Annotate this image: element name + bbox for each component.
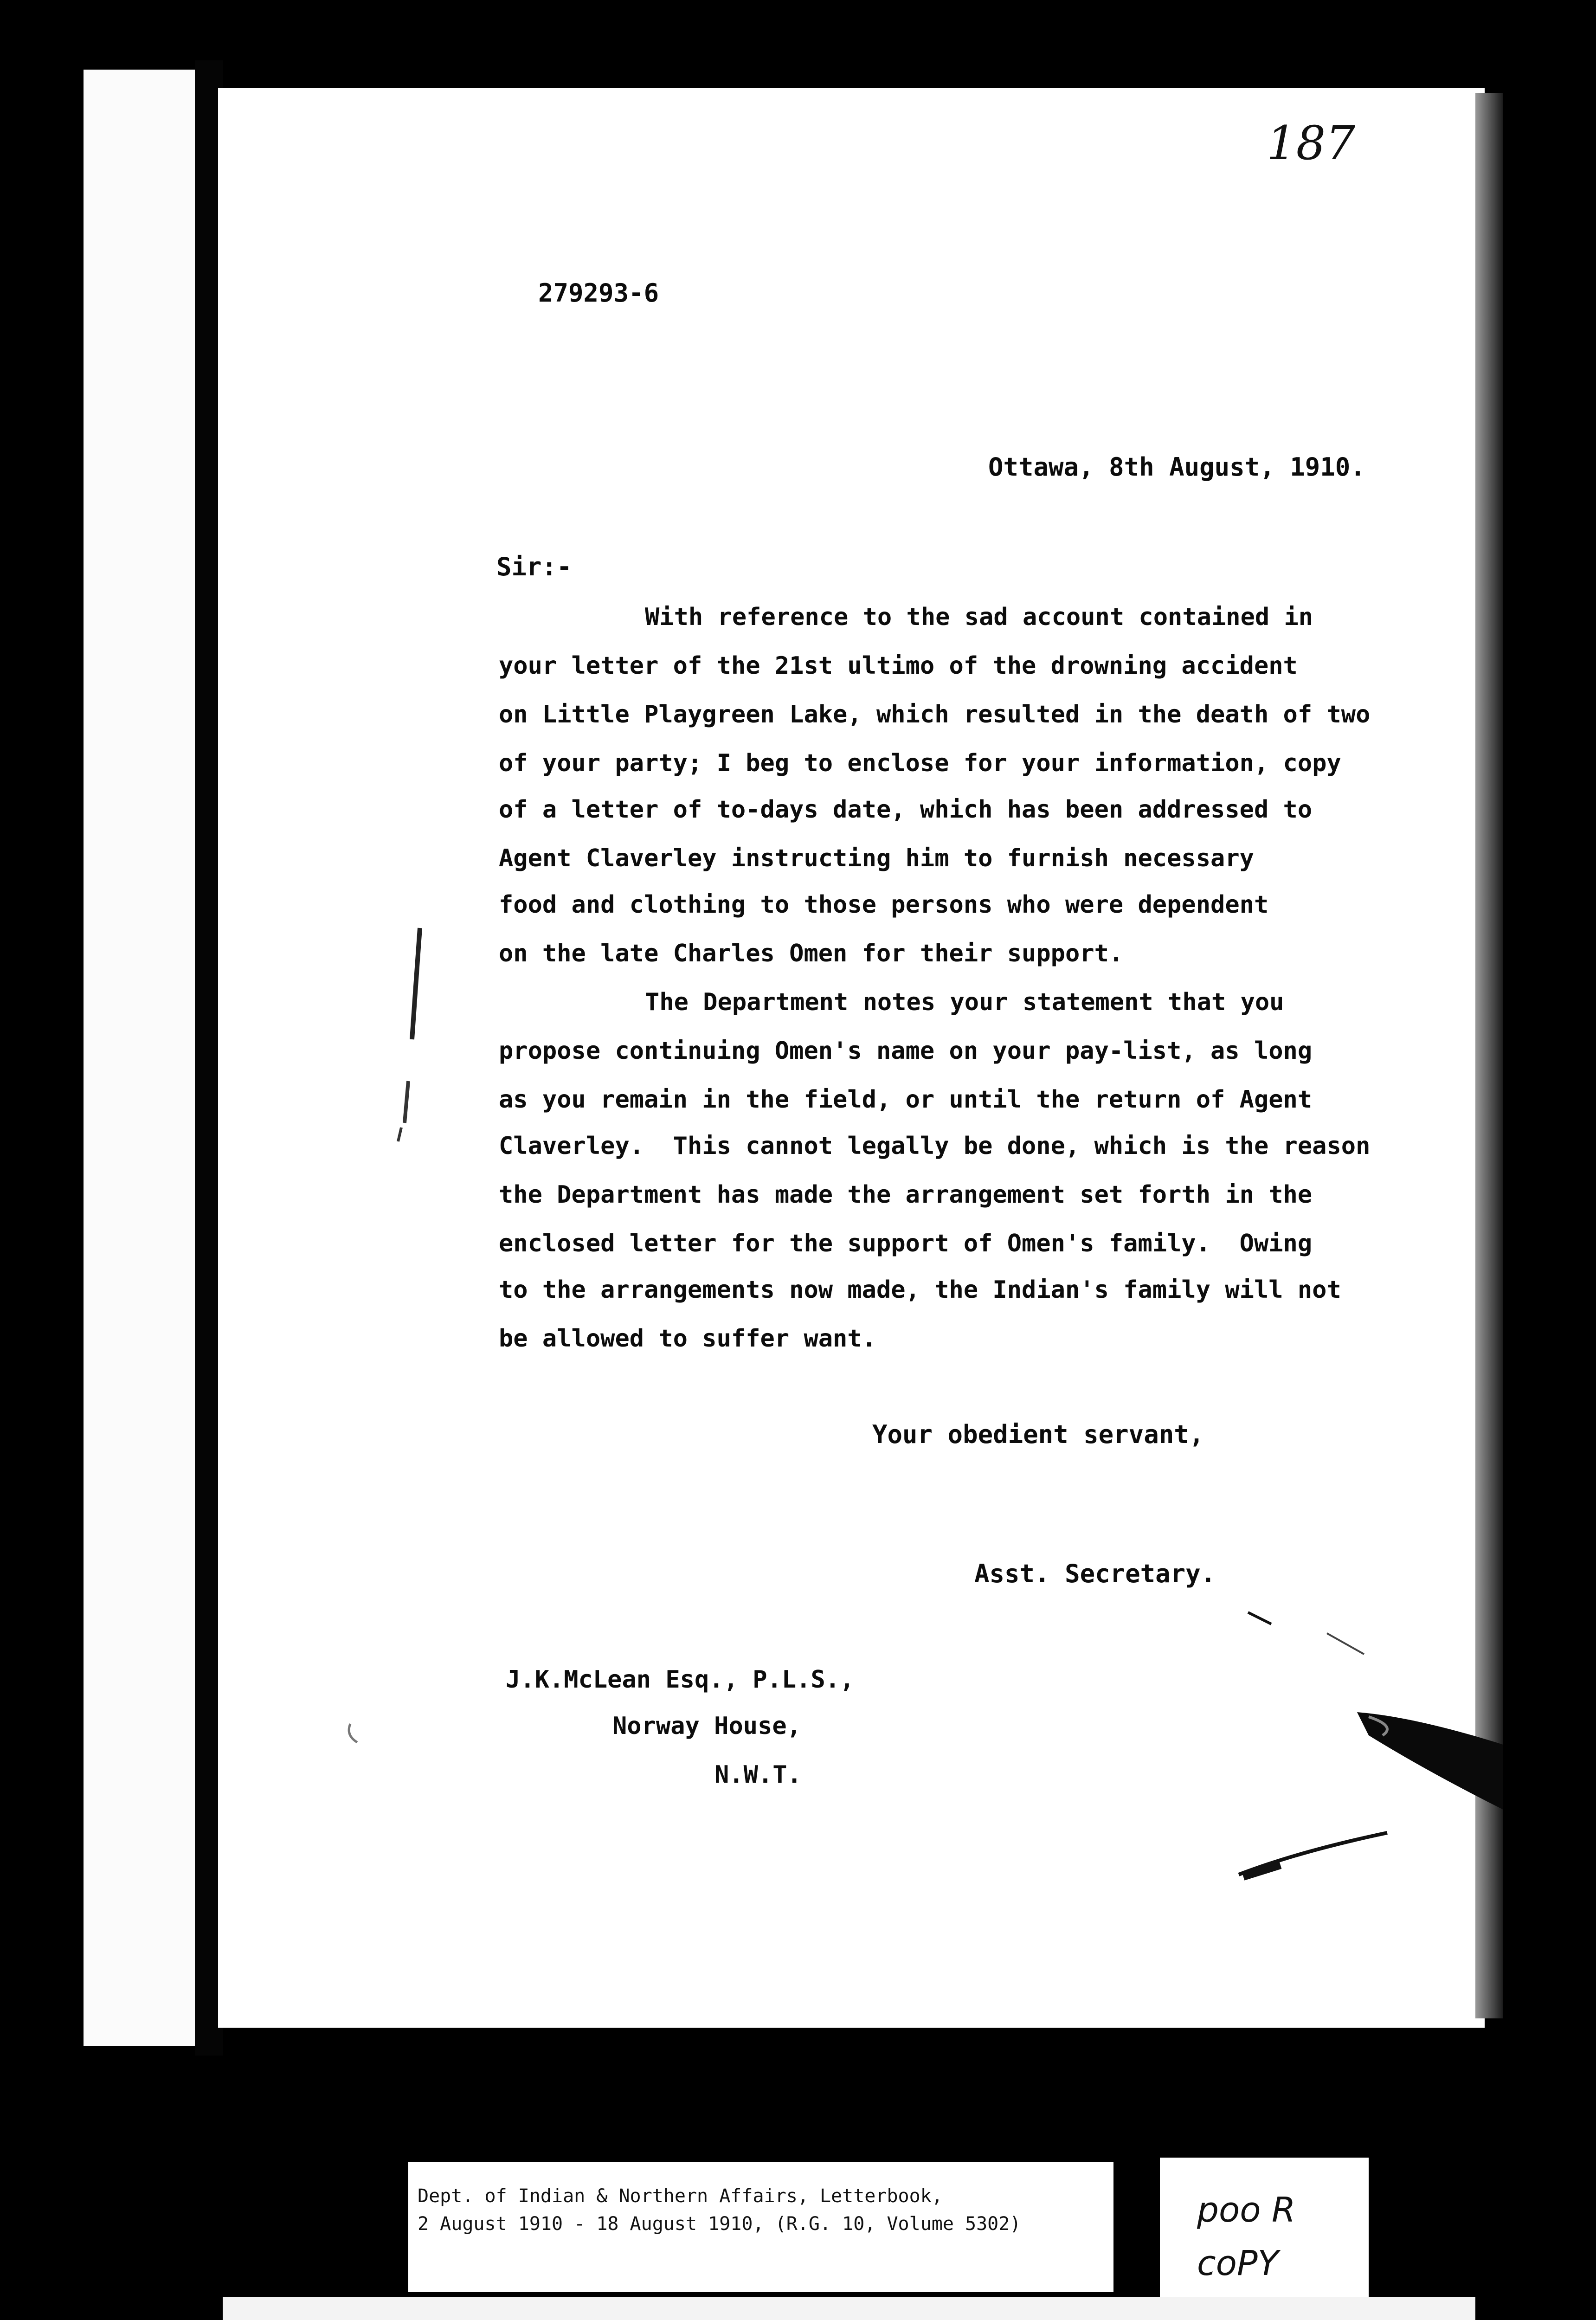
body-line: as you remain in the field, or until the return of Agent (499, 1086, 1313, 1114)
body-line: the Department has made the arrangement set forth in the (499, 1181, 1313, 1209)
body-line: your letter of the 21st ultimo of the drowning accident (499, 652, 1298, 680)
body-line: of your party; I beg to enclose for your information, copy (499, 749, 1341, 777)
body-line: The Department notes your statement that you (645, 988, 1284, 1016)
body-line: of a letter of to-days date, which has been addressed to (499, 796, 1313, 824)
signature-title: Asst. Secretary. (974, 1559, 1216, 1588)
body-line: enclosed letter for the support of Omen's family. Owing (499, 1230, 1313, 1257)
recipient-address: Norway House, (612, 1712, 801, 1740)
handwritten-note-line: poo R (1197, 2190, 1296, 2230)
archive-stamp (223, 2297, 1475, 2320)
citation-line: Dept. of Indian & Northern Affairs, Letterbook, (418, 2185, 943, 2207)
body-line: to the arrangements now made, the Indian's family will not (499, 1276, 1341, 1304)
archive-citation-label (408, 2162, 1113, 2292)
body-line: on Little Playgreen Lake, which resulted in the death of two (499, 701, 1371, 728)
file-reference: 279293-6 (538, 278, 659, 308)
body-line: Agent Claverley instructing him to furnish necessary (499, 844, 1254, 872)
recipient-name: J.K.McLean Esq., P.L.S., (506, 1666, 855, 1694)
recipient-address: N.W.T. (714, 1761, 802, 1789)
body-line: propose continuing Omen's name on your pay-list, as long (499, 1037, 1313, 1065)
handwritten-note-line: coPY (1197, 2243, 1279, 2283)
letter-closing: Your obedient servant, (872, 1420, 1204, 1449)
page-number: 187 (1267, 116, 1355, 170)
handwritten-note (1160, 2158, 1369, 2311)
body-line: food and clothing to those persons who were dependent (499, 891, 1269, 919)
body-line: With reference to the sad account contained in (645, 603, 1313, 631)
salutation: Sir:- (496, 552, 572, 581)
letter-date: Ottawa, 8th August, 1910. (988, 452, 1365, 482)
body-line: be allowed to suffer want. (499, 1325, 876, 1353)
body-line: Claverley. This cannot legally be done, which is the reason (499, 1132, 1371, 1160)
body-line: on the late Charles Omen for their support. (499, 940, 1124, 967)
citation-line: 2 August 1910 - 18 August 1910, (R.G. 10, Volume 5302) (418, 2213, 1021, 2235)
